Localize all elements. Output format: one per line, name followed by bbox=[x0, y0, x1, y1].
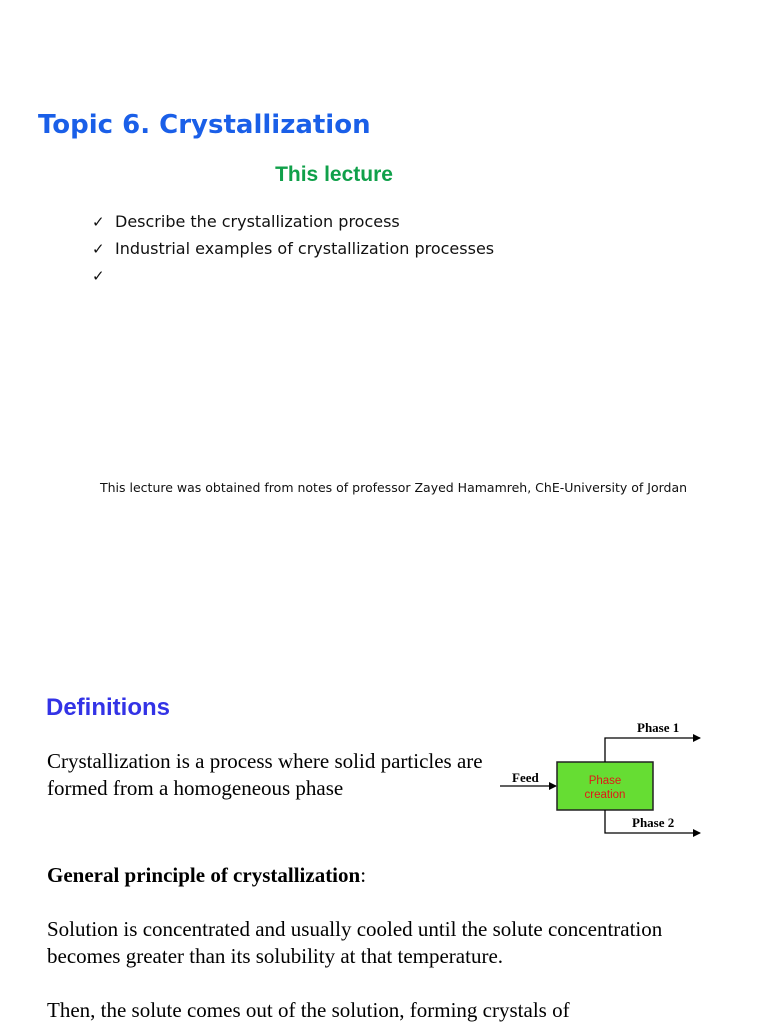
checkmark-icon: ✓ bbox=[92, 213, 105, 231]
principle-heading-text: General principle of crystallization bbox=[47, 863, 361, 887]
objectives-list bbox=[92, 208, 494, 289]
objective-text: Describe the crystallization process bbox=[115, 212, 400, 231]
list-item bbox=[92, 262, 494, 289]
principle-heading bbox=[47, 862, 366, 889]
feed-label: Feed bbox=[512, 770, 539, 785]
checkmark-icon: ✓ bbox=[92, 267, 105, 285]
box-label-line1: Phase bbox=[588, 775, 622, 787]
phase1-arrow bbox=[605, 738, 700, 762]
then-text: Then, the solute comes out of the solution, forming crystals of bbox=[47, 998, 570, 1022]
lecture-subtitle: This lecture bbox=[275, 163, 393, 186]
credit-note: This lecture was obtained from notes of professor Zayed Hamamreh, ChE-University of Jordan bbox=[100, 480, 688, 495]
phase2-label: Phase 2 bbox=[632, 815, 675, 830]
principle-text: Solution is concentrated and usually cooled until the solute concentration becomes greater than its solubility at that temperature. bbox=[47, 917, 663, 968]
phase-diagram bbox=[496, 712, 706, 840]
definition-text: Crystallization is a process where solid particles are formed from a homogeneous phase bbox=[47, 749, 483, 800]
objective-text: Industrial examples of crystallization processes bbox=[115, 239, 495, 258]
box-label-line2: creation bbox=[584, 789, 626, 801]
principle-colon: : bbox=[360, 863, 367, 887]
phase1-label: Phase 1 bbox=[637, 720, 680, 735]
checkmark-icon: ✓ bbox=[92, 240, 105, 258]
list-item bbox=[92, 208, 494, 235]
definitions-heading: Definitions bbox=[46, 694, 170, 721]
list-item bbox=[92, 235, 494, 262]
page-title: Topic 6. Crystallization bbox=[38, 110, 371, 140]
